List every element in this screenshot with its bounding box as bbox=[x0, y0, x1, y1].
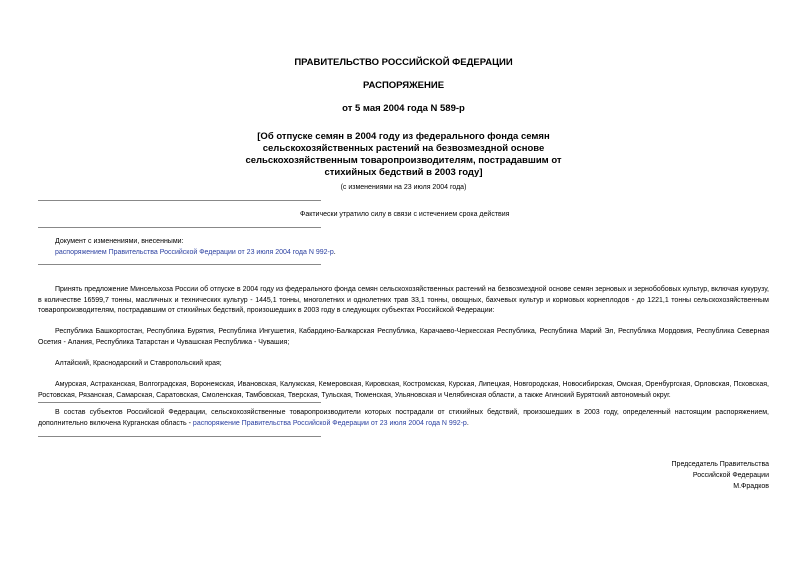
amendment-link-suffix: . bbox=[333, 249, 336, 256]
document-date-number: от 5 мая 2004 года N 589-р bbox=[342, 103, 465, 114]
divider bbox=[38, 200, 321, 201]
addition-link[interactable]: распоряжение Правительства Российской Федерации от 23 июля 2004 года N 992-р bbox=[192, 419, 467, 427]
addition-link-suffix: . bbox=[466, 419, 469, 427]
divider bbox=[38, 227, 321, 228]
signature-name: М.Фрадков bbox=[733, 483, 769, 490]
document-title: [Об отпуске семян в 2004 году из федерального фонда семян сельскохозяйственных растений на безвозмездной основе сельскохозяйственным товаропроизводителям, пострадавшим от стихийных бедствий в 2003 году] bbox=[245, 131, 562, 178]
paragraph-oblasts-text: Амурская, Астраханская, Волгоградская, Воронежская, Ивановская, Калужская, Кемеровская, Кировская, Костромская, Курская, Липецкая, Новгородская, Новосибирская, Омская, Оренбургская, Орловская, Псковская, Ростовская, Рязанская, Самарская, Саратовская, Смоленская, Тамбовская, Тверская, Тульская, Тюменская, Ульяновская и Челябинская области, а также Агинский Бурятский автономный округ. bbox=[38, 381, 769, 399]
validity-status: Фактически утратило силу в связи с истечением срока действия bbox=[300, 211, 510, 218]
amendment-note: (с изменениями на 23 июля 2004 года) bbox=[340, 184, 467, 191]
signature-title-line1: Председатель Правительства bbox=[671, 461, 769, 468]
amended-by-reference bbox=[55, 249, 336, 256]
signature-title-line2: Российской Федерации bbox=[692, 472, 769, 479]
amendment-link[interactable]: распоряжением Правительства Российской Федерации от 23 июля 2004 года N 992-р bbox=[55, 249, 334, 256]
paragraph-main bbox=[38, 285, 769, 317]
paragraph-republics bbox=[38, 327, 769, 348]
paragraph-krais bbox=[38, 359, 769, 370]
amended-by-label: Документ с изменениями, внесенными: bbox=[55, 238, 184, 245]
paragraph-krais-text: Алтайский, Краснодарский и Ставропольский края; bbox=[55, 360, 222, 367]
paragraph-oblasts bbox=[38, 380, 769, 401]
paragraph-main-text: Принять предложение Минсельхоза России об отпуске в 2004 году из федерального фонда семян сельскохозяйственных растений на безвозмездной основе семян зерновых и зернобобовых культур, включая кукурузу, в количестве 16599,7 тонны, масличных и технических культур - 1445,1 тонны, многолетних и однолетних трав 33,1 тонны, овощных, бахчевых культур и кормовых корнеплодов - до 1221,1 тонны сельскохозяйственным товаропроизводителям, пострадавшим от стихийных бедствий, произошедших в 2003 году в следующих субъектах Российской Федерации: bbox=[38, 286, 769, 314]
divider bbox=[38, 436, 321, 437]
paragraph-addition-text: В состав субъектов Российской Федерации, сельскохозяйственные товаропроизводители которых пострадали от стихийных бедствий, произошедших в 2003 году, определенный настоящим распоряжением, дополнительно включена Курганская область - bbox=[38, 409, 769, 427]
divider bbox=[38, 402, 321, 403]
paragraph-addition bbox=[38, 408, 769, 429]
document-type-heading: РАСПОРЯЖЕНИЕ bbox=[362, 80, 445, 91]
divider bbox=[38, 264, 321, 265]
government-heading: ПРАВИТЕЛЬСТВО РОССИЙСКОЙ ФЕДЕРАЦИИ bbox=[294, 57, 513, 68]
paragraph-republics-text: Республика Башкортостан, Республика Бурятия, Республика Ингушетия, Кабардино-Балкарская Республика, Карачаево-Черкесская Республика, Республика Марий Эл, Республика Мордовия, Республика Северная Осетия - Алания, Республика Татарстан и Чувашская Республика - Чувашия; bbox=[38, 328, 769, 346]
